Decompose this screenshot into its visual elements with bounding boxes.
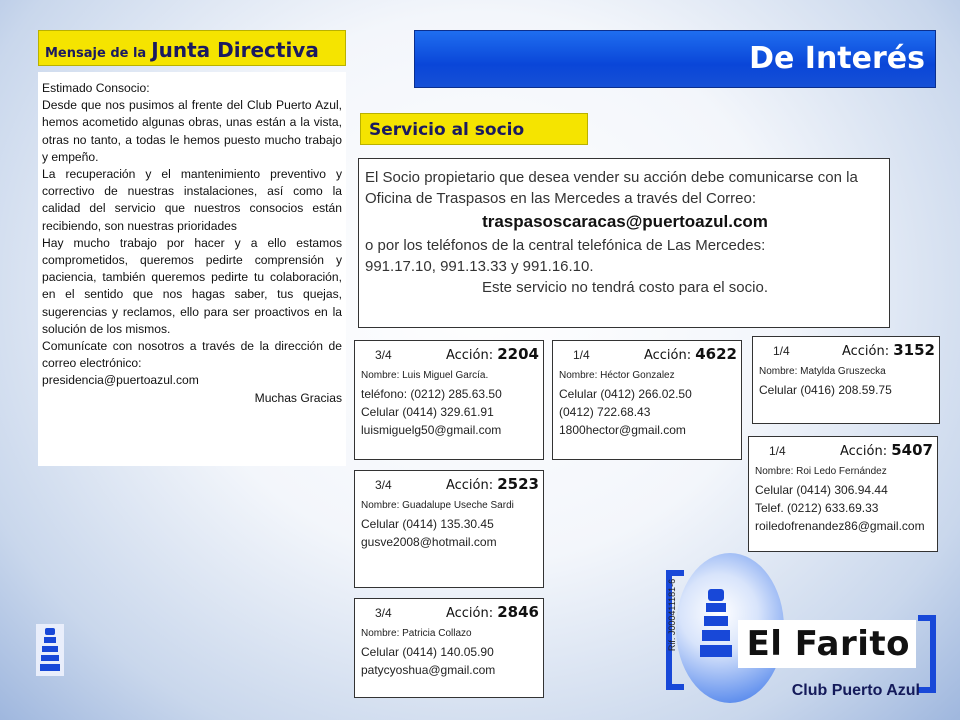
card-email-link[interactable]: patycyoshua@gmail.com <box>361 663 496 677</box>
lighthouse-logo-icon <box>696 585 736 665</box>
card-email-link[interactable]: roiledofrenandez86@gmail.com <box>755 519 925 533</box>
card-cell: Celular (0414) 140.05.90 <box>361 645 494 659</box>
card-cell: Celular (0414) 135.30.45 <box>361 517 494 531</box>
card-name: Nombre: Patricia Collazo <box>361 628 472 639</box>
accion-label: Acción: 5407 <box>839 441 933 459</box>
junta-email-link[interactable]: presidencia@puertoazul.com <box>42 373 199 388</box>
card-phone: (0412) 722.68.43 <box>559 405 651 419</box>
card-name: Nombre: Héctor Gonzalez <box>559 370 675 381</box>
junta-message <box>38 72 346 466</box>
accion-label: Acción: 3152 <box>841 341 935 359</box>
accion-label: Acción: 2204 <box>445 345 539 363</box>
accion-label: Acción: 4622 <box>643 345 737 363</box>
card-cell: Celular (0416) 208.59.75 <box>759 383 892 397</box>
card-email-link[interactable]: 1800hector@gmail.com <box>559 423 686 437</box>
accion-card-2204 <box>354 340 544 460</box>
servicio-line-1: El Socio propietario que desea vender su acción debe comunicarse con la Oficina de Traspasos en las Mercedes a través del Correo: <box>365 169 858 207</box>
card-cell: Celular (0414) 329.61.91 <box>361 405 494 419</box>
servicio-email-link[interactable]: traspasoscaracas@puertoazul.com <box>482 212 768 231</box>
junta-header <box>38 30 346 66</box>
de-interes-banner: De Interés <box>414 30 936 88</box>
accion-card-3152 <box>752 336 940 424</box>
card-name: Nombre: Luis Miguel García. <box>361 370 489 381</box>
servicio-header: Servicio al socio <box>360 113 588 145</box>
lighthouse-icon <box>36 624 64 676</box>
junta-greeting: Estimado Consocio: <box>42 81 150 95</box>
junta-paragraph-3: Hay mucho trabajo por hacer y a ello estamos comprometidos, queremos pedirte comprensión y paciencia, también queremos pedirte tu colaboración, en el sentido que nos hagas saber, tus quejas, sugerencias y reclamos, ello para ser proactivos en la solución de los mismos. <box>42 235 342 336</box>
card-cell: Celular (0414) 306.94.44 <box>755 483 888 497</box>
logo-bracket-right <box>918 615 936 693</box>
card-cell: Celular (0412) 266.02.50 <box>559 387 692 401</box>
card-name: Nombre: Guadalupe Useche Sardi <box>361 500 514 511</box>
card-email-link[interactable]: luismiguelg50@gmail.com <box>361 423 502 437</box>
servicio-box <box>358 158 890 328</box>
accion-fraction: 3/4 <box>375 478 392 492</box>
card-phone: Telef. (0212) 633.69.33 <box>755 501 879 515</box>
junta-paragraph-1: Desde que nos pusimos al frente del Club Puerto Azul, hemos acometido algunas obras, unas están a la vista, otras no tanto, a todas le hemos puesto mucho trabajo y empeño. <box>42 98 342 164</box>
servicio-line-2: o por los teléfonos de la central telefónica de Las Mercedes: <box>365 237 766 254</box>
junta-title: Junta Directiva <box>151 38 319 62</box>
card-email-link[interactable]: gusve2008@hotmail.com <box>361 535 497 549</box>
accion-fraction: 1/4 <box>573 348 590 362</box>
junta-paragraph-2: La recuperación y el mantenimiento preventivo y correctivo de nuestras instalaciones, así como la calidad del servicio que nuestros consocios están recibiendo, son nuestras prioridades <box>42 167 342 233</box>
accion-fraction: 3/4 <box>375 606 392 620</box>
accion-fraction: 1/4 <box>773 344 790 358</box>
servicio-note: Este servicio no tendrá costo para el socio. <box>482 279 768 296</box>
junta-paragraph-4: Comunícate con nosotros a través de la dirección de correo electrónico: <box>42 339 342 371</box>
accion-fraction: 3/4 <box>375 348 392 362</box>
accion-label: Acción: 2846 <box>445 603 539 621</box>
accion-card-2846 <box>354 598 544 698</box>
card-name: Nombre: Matylda Gruszecka <box>759 366 886 377</box>
accion-fraction: 1/4 <box>769 444 786 458</box>
accion-card-5407 <box>748 436 938 552</box>
accion-card-4622 <box>552 340 742 460</box>
card-name: Nombre: Roi Ledo Fernández <box>755 466 887 477</box>
accion-card-2523 <box>354 470 544 588</box>
junta-closing: Muchas Gracias <box>254 390 342 405</box>
rif-number: Rif. J000411181-6 <box>667 578 678 652</box>
card-phone: teléfono: (0212) 285.63.50 <box>361 387 502 401</box>
junta-title-small: Mensaje de la <box>45 46 147 61</box>
logo-name: El Farito <box>738 620 916 668</box>
logo-club: Club Puerto Azul <box>791 682 920 699</box>
servicio-phones: 991.17.10, 991.13.33 y 991.16.10. <box>365 258 594 275</box>
accion-label: Acción: 2523 <box>445 475 539 493</box>
